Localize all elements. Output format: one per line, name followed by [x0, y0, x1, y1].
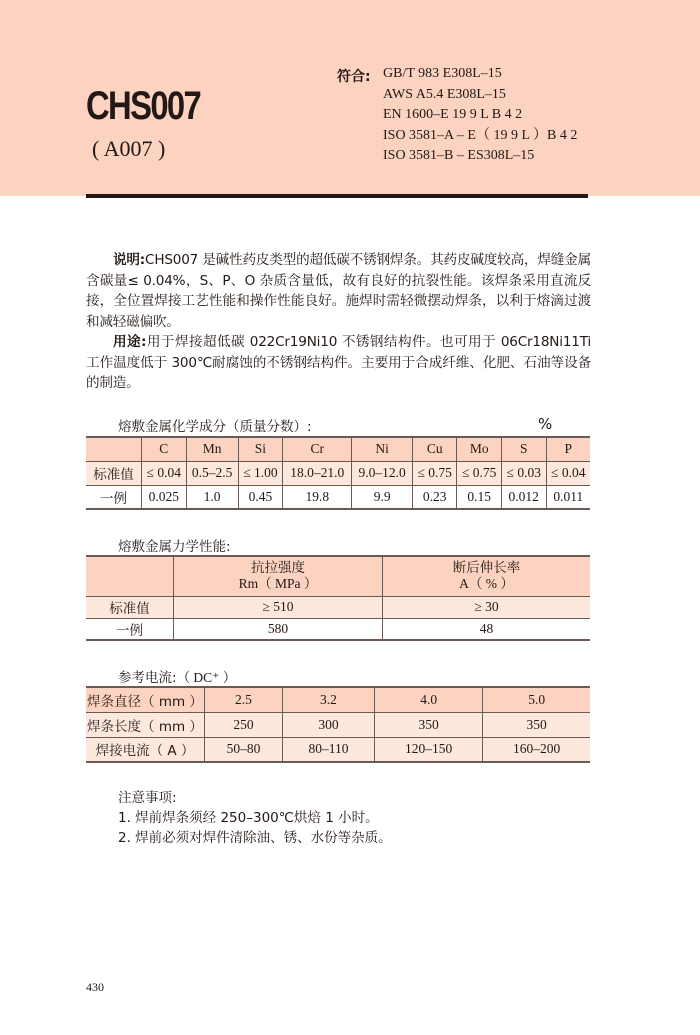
standard-item: EN 1600–E 19 9 L B 4 2: [383, 107, 523, 122]
table-row: [86, 596, 590, 618]
table-cell: 580: [174, 618, 383, 640]
header-cell: [174, 556, 383, 596]
table-cell: 80–110: [282, 737, 374, 762]
table-cell: ≥ 510: [174, 596, 383, 618]
table-cell: 18.0–21.0: [283, 461, 352, 485]
table-cell: 300: [282, 712, 374, 737]
table-cell: 0.23: [412, 485, 457, 509]
table-cell: 350: [375, 712, 483, 737]
mechanical-table: [86, 555, 590, 641]
row-label: 焊接电流（ A ）: [86, 737, 205, 762]
row-label: 焊条长度（ mm ）: [86, 712, 205, 737]
table-row: [86, 461, 590, 485]
table-cell: 0.15: [457, 485, 502, 509]
table-cell: 160–200: [483, 737, 590, 762]
table-cell: 2.5: [205, 687, 283, 712]
row-label: 一例: [86, 618, 174, 640]
table-cell: 5.0: [483, 687, 590, 712]
row-label: 焊条直径（ mm ）: [86, 687, 205, 712]
table-cell: 48: [383, 618, 591, 640]
table-cell: 1.0: [186, 485, 238, 509]
table-cell: ≤ 0.04: [546, 461, 590, 485]
note-item: 2. 焊前必须对焊件清除油、锈、水份等杂质。: [118, 830, 392, 846]
table-row: [86, 737, 590, 762]
header-cell: Ni: [352, 437, 413, 461]
current-polarity: （ DC⁺ ）: [176, 670, 237, 685]
table-cell: ≤ 0.75: [457, 461, 502, 485]
table-cell: 120–150: [375, 737, 483, 762]
usage-label: 用途:: [113, 334, 147, 350]
standard-item: GB/T 983 E308L–15: [383, 66, 502, 81]
table-cell: 3.2: [282, 687, 374, 712]
table-cell: ≤ 0.04: [142, 461, 187, 485]
standard-item: ISO 3581–B – ES308L–15: [383, 148, 535, 163]
table-cell: 9.0–12.0: [352, 461, 413, 485]
table-cell: 4.0: [375, 687, 483, 712]
current-title-text: 参考电流:: [118, 670, 177, 686]
header-cell: Mo: [457, 437, 502, 461]
table-header-row: [86, 556, 590, 596]
chemical-unit: %: [538, 415, 553, 433]
row-label: 标准值: [86, 461, 142, 485]
table-header-row: [86, 437, 590, 461]
row-label: 一例: [86, 485, 142, 509]
header-line: 抗拉强度: [251, 560, 305, 577]
current-table: [86, 686, 590, 763]
mechanical-title: 熔敷金属力学性能:: [118, 539, 231, 555]
table-row: [86, 485, 590, 509]
description-label: 说明:: [113, 252, 146, 268]
table-row: [86, 712, 590, 737]
header-cell: [383, 556, 591, 596]
header-cell: Cu: [412, 437, 457, 461]
standard-item: ISO 3581–A – E（ 19 9 L ）B 4 2: [383, 127, 578, 143]
standards-list: [383, 64, 577, 167]
header-cell: P: [546, 437, 590, 461]
table-cell: ≥ 30: [383, 596, 591, 618]
table-cell: ≤ 1.00: [238, 461, 283, 485]
chemical-table: [86, 436, 590, 510]
header-cell: Mn: [186, 437, 238, 461]
current-title: [118, 666, 236, 686]
header-band: [0, 0, 700, 196]
table-cell: ≤ 0.03: [501, 461, 546, 485]
header-cell: Si: [238, 437, 283, 461]
product-alias: ( A007 ): [92, 136, 166, 161]
note-item: 1. 焊前焊条须经 250–300℃烘焙 1 小时。: [118, 810, 379, 826]
notes-section: [118, 788, 392, 848]
table-cell: 250: [205, 712, 283, 737]
table-cell: 9.9: [352, 485, 413, 509]
standards-label: 符合:: [337, 69, 371, 85]
description-paragraph: [86, 250, 591, 332]
row-label: 标准值: [86, 596, 174, 618]
header-line: Rm（ MPa ）: [238, 576, 318, 592]
table-cell: 0.025: [142, 485, 187, 509]
notes-title: 注意事项:: [118, 790, 177, 806]
table-row: [86, 687, 590, 712]
table-cell: 0.5–2.5: [186, 461, 238, 485]
usage-text: 用于焊接超低碳 022Cr19Ni10 不锈钢结构件。也可用于 06Cr18Ni11Ti 工作温度低于 300℃耐腐蚀的不锈钢结构件。主要用于合成纤维、化肥、石油等设备的制造。: [86, 334, 592, 391]
header-cell: S: [501, 437, 546, 461]
usage-paragraph: [86, 332, 591, 394]
standard-item: AWS A5.4 E308L–15: [383, 86, 506, 102]
table-cell: 0.45: [238, 485, 283, 509]
header-line: A（ % ）: [459, 576, 514, 592]
table-cell: 0.012: [501, 485, 546, 509]
product-model: CHS007: [86, 84, 201, 128]
table-cell: 0.011: [546, 485, 590, 509]
page-number: 430: [86, 980, 104, 994]
table-cell: 350: [483, 712, 590, 737]
header-line: 断后伸长率: [452, 560, 521, 577]
header-cell: [86, 556, 174, 596]
table-cell: 19.8: [283, 485, 352, 509]
chemical-title: 熔敷金属化学成分（质量分数）:: [118, 419, 312, 435]
header-cell: C: [142, 437, 187, 461]
table-cell: ≤ 0.75: [412, 461, 457, 485]
table-cell: 50–80: [205, 737, 283, 762]
header-cell: Cr: [283, 437, 352, 461]
header-divider: [86, 194, 588, 198]
description-text: CHS007 是碱性药皮类型的超低碳不锈钢焊条。其药皮碱度较高，焊缝金属含碳量≤ 0.04%，S、P、O 杂质含量低，故有良好的抗裂性能。该焊条采用直流反接，全位置焊接工艺性能和操作性能良好。施焊时需轻微摆动焊条，以利于熔滴过渡和减轻磁偏吹。: [86, 252, 591, 330]
table-row: [86, 618, 590, 640]
header-cell: [86, 437, 142, 461]
